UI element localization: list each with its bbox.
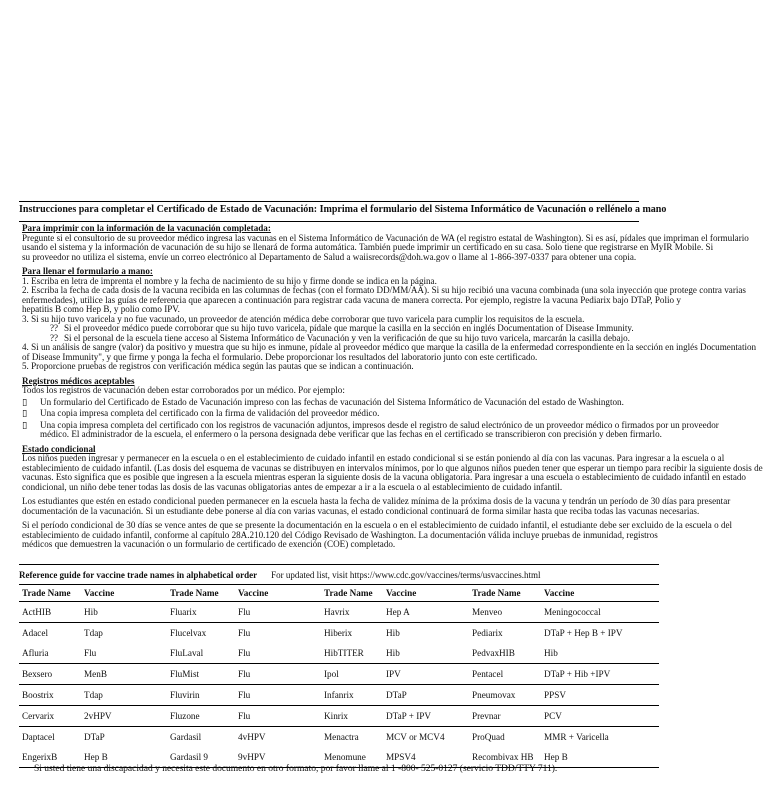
list-item: 5. Proporcione pruebas de registros con verificación médica según las pautas que se indican a continuación. [22,361,414,371]
trade-name-cell: ProQuad [469,727,541,748]
section-handfill-title: Para llenar el formulario a mano: [22,266,153,276]
text-line: Los estudiantes que estén en estado condicional pueden permanecer en la escuela hasta la fecha de validez mínima de la próxima dosis de la vacuna y tendrán un período de 30 días para presentar [22,496,731,506]
sub-list-item: ?? Si el proveedor médico puede corroborar que su hijo tuvo varicela, pídale que marque la casilla en la sección en inglés Documentation of Disease Immunity. [50,323,634,333]
trade-name-cell: Pediarix [469,623,541,644]
vaccine-cell: 2vHPV [81,706,167,727]
trade-name-cell: Cervarix [19,706,81,727]
reference-guide-title: Reference guide for vaccine trade names in alphabetical order [19,570,258,580]
text-line: usando el sistema y la información de vacunación de su hijo se llenará de forma automática. También puede imprimir un certificado en su casa. Solo tiene que registrarse en MyIR Mobile. Si [22,242,714,252]
table-row [19,727,659,748]
vaccine-cell: Hep B [81,747,167,768]
vaccine-cell: DTaP + Hep B + IPV [541,623,659,644]
list-item: 2. Escriba la fecha de cada dosis de la vacuna recibida en las columnas de fechas (con el formato DD/MM/AA). Si su hijo recibió una vacuna combinada (una sola inyección que protege contra varias [22,285,746,295]
trade-name-cell: Kinrix [321,706,383,727]
trade-name-cell: HibTITER [321,643,383,664]
table-header-row [19,585,659,602]
reference-guide-header [19,564,659,582]
section-conditional-title: Estado condicional [22,443,96,454]
list-item: 4. Si un análisis de sangre (valor) da positivo y muestra que su hijo es inmune, pídale al proveedor médico que marque la casilla de la enfermedad correspondiente en la sección en inglés Documentation [22,342,757,352]
sub-list-item: ?? Si el personal de la escuela tiene acceso al Sistema Informático de Vacunación y ven la verificación de que su hijo tuvo varicela, marcarán la casilla debajo. [50,332,630,343]
vaccine-cell: PPSV [541,685,659,706]
trade-name-cell: Fluarix [167,602,235,623]
vaccine-cell: PCV [541,706,659,727]
vaccine-cell: Flu [235,643,321,664]
trade-name-cell: Adacel [19,623,81,644]
vaccine-cell: MPSV4 [383,747,469,768]
text-line: establecimiento de cuidado infantil, conforme al capítulo 28A.210.120 del Código Revisado de Washington. La documentación válida incluye pruebas de inmunidad, registros [22,529,658,540]
trade-name-cell: Gardasil [167,727,235,748]
trade-name-cell: Bexsero [19,664,81,685]
trade-name-cell: EngerixB [19,747,81,768]
list-item: of Disease Immunity", y que firme y ponga la fecha el formulario. Debe proporcionar los resultados del laboratorio junto con este certificado. [22,351,538,362]
vaccine-cell: Flu [81,643,167,664]
bullet-item-cont: médico. El administrador de la escuela, el enfermero o la persona designada debe verificar que las fechas en el certificado se transcribieron con precisión y deben firmarlo. [40,429,662,439]
trade-name-cell: Gardasil 9 [167,747,235,768]
column-header: Vaccine [383,585,469,602]
column-header: Vaccine [81,585,167,602]
vaccine-cell: DTaP [383,685,469,706]
trade-name-cell: ActHIB [19,602,81,623]
table-row [19,643,659,664]
column-header: Trade Name [321,585,383,602]
vaccine-cell: MenB [81,664,167,685]
text-line: médicos que demuestren la vacunación o un formulario de certificado de exención (COE) completado. [22,539,396,549]
trade-name-cell: Flucelvax [167,623,235,644]
trade-name-cell: Havrix [321,602,383,623]
instructions-body [22,223,763,550]
text-line: Si el período condicional de 30 días se vence antes de que se presente la documentación en la escuela o en el establecimiento de cuidado infantil, el estudiante debe ser excluido de la escuela o del [22,520,733,530]
sub-marker: ?? [50,323,59,333]
column-header: Vaccine [235,585,321,602]
trade-name-cell: Ipol [321,664,383,685]
text-line: vacunas. Esto significa que es posible que ingresen a la escuela mientras esperan la siguiente dosis de la vacuna obligatoria. Para ingresar a una escuela o establecimiento de cuidado infantil en estado [22,472,746,482]
vaccine-cell: Flu [235,623,321,644]
list-item: 1. Escriba en letra de imprenta el nombre y la fecha de nacimiento de su hijo y firme donde se indica en la página. [22,275,437,286]
table-row [19,685,659,706]
vaccine-cell: Flu [235,685,321,706]
vaccine-cell: Tdap [81,685,167,706]
trade-name-cell: Menactra [321,727,383,748]
vaccine-cell: IPV [383,664,469,685]
vaccine-cell: Hib [383,623,469,644]
text-line: condicional, un niño debe tener todas las dosis de las vacunas obligatorias antes de empezar a ir a la escuela o al establecimiento de cuidado infantil. [22,481,563,492]
section-records-title: Registros médicos aceptables [22,375,135,386]
text-line: Pregunte si el consultorio de su proveedor médico ingresa las vacunas en el Sistema Informático de Vacunación de WA (el registro estatal de Washington). Si es así, pídales que impriman el formulario [22,232,749,243]
vaccine-cell: DTaP + Hib +IPV [541,664,659,685]
trade-name-cell: Infanrix [321,685,383,706]
list-item: enfermedades), utilice las guías de referencia que aparecen a continuación para registrar cada vacuna de manera correcta. Por ejemplo, registre la vacuna Pediarix bajo DTaP, Polio y [22,294,681,305]
list-item: hepatitis B como Hep B, y polio como IPV. [22,304,180,314]
instructions-header: Instrucciones para completar el Certificado de Estado de Vacunación: Imprima el formulario del Sistema Informático de Vacunación o rellénelo a mano [19,204,667,215]
trade-name-cell: Pentacel [469,664,541,685]
section-print-title: Para imprimir con la información de la vacunación completada: [22,223,271,233]
vaccine-cell: MMR + Varicella [541,727,659,748]
vaccine-cell: Hib [541,643,659,664]
vaccine-cell: 9vHPV [235,747,321,768]
vaccine-cell: Tdap [81,623,167,644]
trade-name-cell: Menveo [469,602,541,623]
column-header: Trade Name [167,585,235,602]
column-header: Trade Name [469,585,541,602]
bullet-marker: ▯ [22,419,28,430]
trade-name-cell: FluMist [167,664,235,685]
trade-name-cell: Boostrix [19,685,81,706]
text-line: documentación de la vacunación. Si un estudiante debe ponerse al día con varias vacunas, el estado condicional continuará de forma similar hasta que reciba todas las vacunas necesarias. [22,505,700,516]
vaccine-cell: Flu [235,602,321,623]
table-row [19,664,659,685]
vaccine-cell: Flu [235,706,321,727]
trade-name-cell: Menomune [321,747,383,768]
column-header: Trade Name [19,585,81,602]
trade-name-cell: Recombivax HB [469,747,541,768]
vaccine-cell: Meningococcal [541,602,659,623]
sub-marker: ?? [50,332,59,343]
bullet-marker: ▯ [22,408,28,418]
table-row [19,602,659,623]
bullet-marker: ▯ [22,396,28,407]
vaccine-cell: Hep A [383,602,469,623]
list-item: 3. Si su hijo tuvo varicela y no fue vacunado, un proveedor de atención médica debe corroborar que tuvo varicela para cumplir los requisitos de la escuela. [22,313,585,324]
vaccine-cell: Flu [235,664,321,685]
trade-name-cell: Pneumovax [469,685,541,706]
trade-name-cell: Daptacel [19,727,81,748]
text-line: establecimiento de cuidado infantil. (Las dosis del esquema de vacunas se distribuyen en intervalos mínimos, por lo que algunos niños pueden tener que esperar un tiempo para recibir la siguiente dosis de [22,462,763,473]
vaccine-cell: Hib [383,643,469,664]
vaccine-cell: MCV or MCV4 [383,727,469,748]
table-row [19,706,659,727]
trade-name-cell: Fluvirin [167,685,235,706]
text-line: Los niños pueden ingresar y permanecer en la escuela o en el establecimiento de cuidado infantil en estado condicional si se están poniendo al día con las vacunas. Para ingresar a la escuela o al [22,453,725,463]
instructions-header-bar [19,201,667,222]
vaccine-cell: Hib [81,602,167,623]
vaccine-cell: DTaP + IPV [383,706,469,727]
trade-name-cell: FluLaval [167,643,235,664]
column-header: Vaccine [541,585,659,602]
text-line: su proveedor no utiliza el sistema, envíe un correo electrónico al Departamento de Salud a waiisrecords@doh.wa.gov o llame al 1-866-397-0337 para obtener una copia. [22,251,637,262]
reference-guide-note: For updated list, visit https://www.cdc.gov/vaccines/terms/usvaccines.html [271,570,541,580]
text-line: Todos los registros de vacunación deben estar corroborados por un médico. Por ejemplo: [22,385,345,395]
accessibility-footer: Si usted tiene una discapacidad y necesita este documento en otro formato, por favor llame al 1 -800- 525-0127 (servicio TDD/TTY 711). [34,764,558,774]
vaccine-trade-name-table [19,584,659,768]
trade-name-cell: Prevnar [469,706,541,727]
vaccine-cell: Hep B [541,747,659,768]
bullet-item: ▯ Una copia impresa completa del certificado con los registros de vacunación adjuntos, impresos desde el registro de salud electrónico de un proveedor médico o firmados por un proveedor [22,419,719,430]
table-row [19,623,659,644]
trade-name-cell: Hiberix [321,623,383,644]
trade-name-cell: PedvaxHIB [469,643,541,664]
vaccine-cell: DTaP [81,727,167,748]
trade-name-cell: Afluria [19,643,81,664]
bullet-item: ▯ Un formulario del Certificado de Estado de Vacunación impreso con las fechas de vacunación del Sistema Informático de Vacunación del estado de Washington. [22,396,624,407]
bullet-item: ▯ Una copia impresa completa del certificado con la firma de validación del proveedor médico. [22,408,380,418]
vaccine-cell: 4vHPV [235,727,321,748]
trade-name-cell: Fluzone [167,706,235,727]
